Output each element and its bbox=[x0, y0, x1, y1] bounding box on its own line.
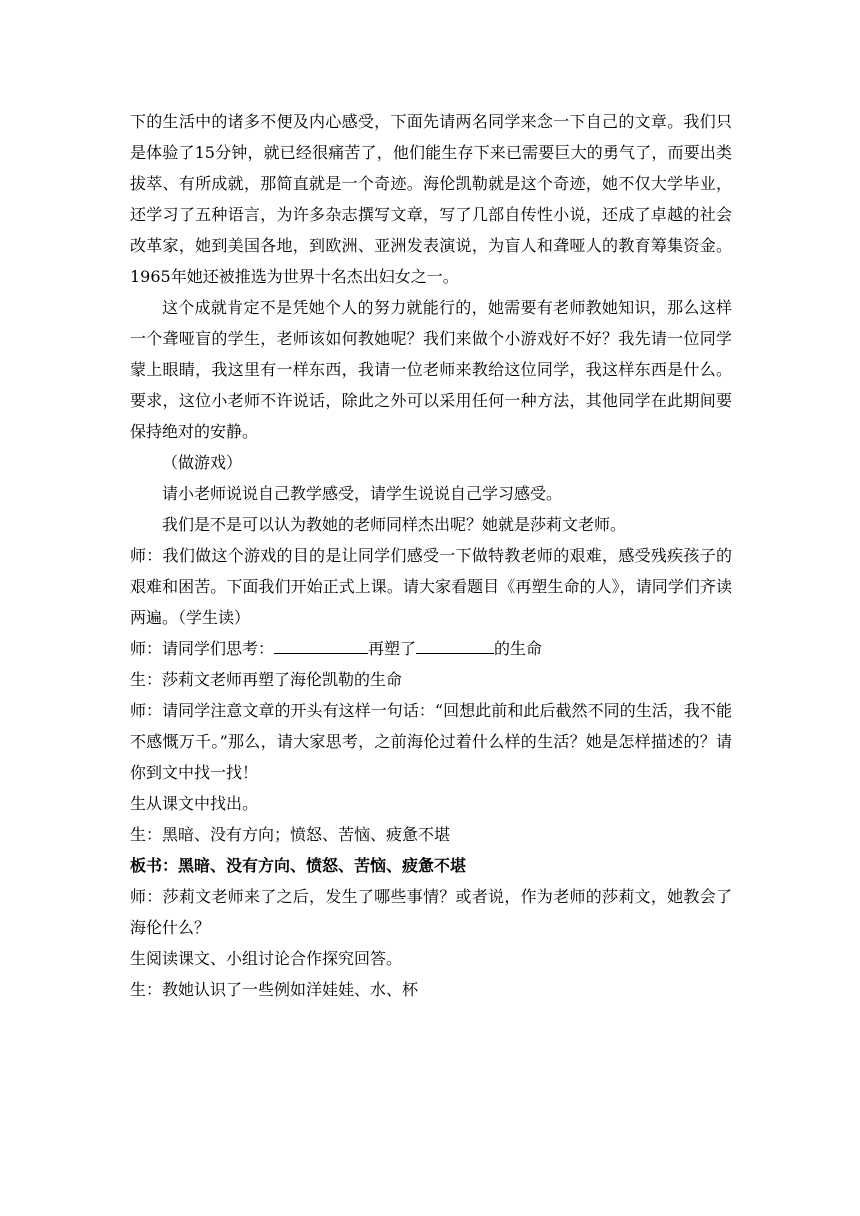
paragraph-student-answer-3: 生：教她认识了一些例如洋娃娃、水、杯 bbox=[130, 980, 419, 999]
paragraph-student-read: 生阅读课文、小组讨论合作探究回答。 bbox=[130, 949, 403, 968]
think-suffix: 的生命 bbox=[494, 639, 543, 658]
blank-line-2 bbox=[416, 635, 494, 654]
think-middle: 再塑了 bbox=[368, 639, 417, 658]
paragraph-teaching-feelings: 请小老师说说自己教学感受，请学生说说自己学习感受。 bbox=[162, 484, 563, 503]
paragraph-teacher-game-purpose: 师：我们做这个游戏的目的是让同学们感受一下做特教老师的艰难，感受残疾孩子的艰难和困苦。下面我们开始正式上课。请大家看题目《再塑生命的人》，请同学们齐读两遍。（学生读） bbox=[130, 546, 732, 627]
paragraph-student-answer-1: 生：莎莉文老师再塑了海伦凯勒的生命 bbox=[130, 670, 403, 689]
blank-line-1 bbox=[274, 635, 368, 654]
paragraph-teacher-think bbox=[130, 633, 732, 664]
paragraph-game-note: （做游戏） bbox=[162, 453, 243, 472]
paragraph-teacher-question: 师：莎莉文老师来了之后，发生了哪些事情？或者说，作为老师的莎莉文，她教会了海伦什么？ bbox=[130, 887, 732, 937]
paragraph-teacher-opening-quote: 师：请同学注意文章的开头有这样一句话：“回想此前和此后截然不同的生活，我不能不感慨万千。”那么，请大家思考，之前海伦过着什么样的生活？她是怎样描述的？请你到文中找一找！ bbox=[130, 701, 732, 782]
paragraph-blackboard: 板书：黑暗、没有方向、愤怒、苦恼、疲惫不堪 bbox=[130, 856, 467, 875]
think-prefix: 师：请同学们思考： bbox=[130, 639, 275, 658]
paragraph-student-find: 生从课文中找出。 bbox=[130, 794, 259, 813]
paragraph-student-answer-2: 生：黑暗、没有方向；愤怒、苦恼、疲惫不堪 bbox=[130, 825, 451, 844]
paragraph-sullivan-intro: 我们是不是可以认为教她的老师同样杰出呢？她就是莎莉文老师。 bbox=[162, 515, 627, 534]
document-page bbox=[130, 106, 732, 1005]
paragraph-2: 这个成就肯定不是凭她个人的努力就能行的，她需要有老师教她知识，那么这样一个聋哑盲的学生，老师该如何教她呢？我们来做个小游戏好不好？我先请一位同学蒙上眼睛，我这里有一样东西，我请一位老师来教给这位同学，我这样东西是什么。要求，这位小老师不许说话，除此之外可以采用任何一种方法，其他同学在此期间要保持绝对的安静。 bbox=[130, 298, 732, 441]
paragraph-1: 下的生活中的诸多不便及内心感受，下面先请两名同学来念一下自己的文章。我们只是体验了15分钟，就已经很痛苦了，他们能生存下来已需要巨大的勇气了，而要出类拔萃、有所成就，那简直就是一个奇迹。海伦凯勒就是这个奇迹，她不仅大学毕业，还学习了五种语言，为许多杂志撰写文章，写了几部自传性小说，还成了卓越的社会改革家，她到美国各地，到欧洲、亚洲发表演说，为盲人和聋哑人的教育筹集资金。1965年她还被推选为世界十名杰出妇女之一。 bbox=[130, 112, 732, 286]
